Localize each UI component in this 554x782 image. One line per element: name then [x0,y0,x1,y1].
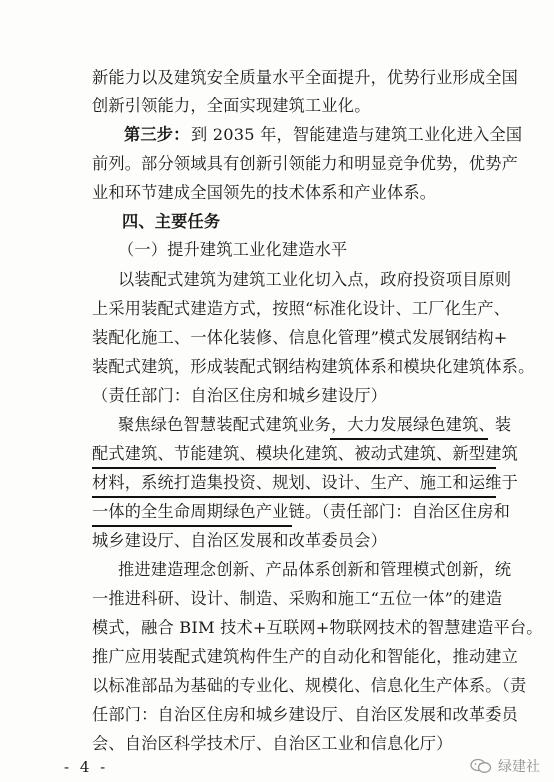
text-line: 以标准部品为基础的专业化、规模化、信息化生产体系。（责 [92,676,527,695]
text-line: 推广应用装配式建筑构件生产的自动化和智能化，推动建立 [92,647,519,666]
section-heading: 四、主要任务 [122,212,221,231]
text-line: 装配化施工、一体化装修、信息化管理”模式发展钢结构+ [92,328,508,347]
text-line: 创新引领能力，全面实现建筑工业化。 [92,96,371,115]
text-line: 会、自治区科学技术厅、自治区工业和信息化厅） [92,734,453,753]
underline-mark [92,467,496,469]
text-line: 城乡建设厅、自治区发展和改革委员会） [92,531,387,550]
text-line: 前列。部分领域具有创新引领能力和明显竞争优势，优势产 [92,154,519,173]
text-line: 第三步： 到 2035 年，智能建造与建筑工业化进入全国 [0,123,554,147]
watermark [470,756,540,776]
underline-mark [330,438,488,440]
text-line: 配式建筑、节能建筑、模块化建筑、被动式建筑、新型建筑 [92,444,519,463]
text-line: 以装配式建筑为建筑工业化切入点，政府投资项目原则 [118,270,512,289]
text-line: 装配式建筑，形成装配式钢结构建筑体系和模块化建筑体系。 [92,357,535,376]
text-line: 一推进科研、设计、制造、采购和施工“五位一体”的建造 [92,589,503,608]
page-number: - 4 - [64,758,109,776]
step-label: 第三步： [124,125,190,144]
underline-mark [92,496,496,498]
wechat-logo-icon [470,758,492,774]
text-line: （责任部门：自治区住房和城乡建设厅） [92,386,387,405]
text-line: 新能力以及建筑安全质量水平全面提升，优势行业形成全国 [92,68,519,87]
text-line: 任部门：自治区住房和城乡建设厅、自治区发展和改革委员 [92,705,519,724]
underline-mark [92,525,292,527]
text-line: 上采用装配式建造方式，按照“标准化设计、工厂化生产、 [92,299,511,318]
text-line: 材料，系统打造集投资、规划、设计、生产、施工和运维于 [92,473,519,492]
watermark-text: 绿建社 [498,759,540,775]
text-line: 一体的全生命周期绿色产业链。（责任部门：自治区住房和 [92,502,510,521]
text-line: 推进建造理念创新、产品体系创新和管理模式创新，统 [118,560,512,579]
subsection-heading: （一）提升建筑工业化建造水平 [118,240,348,259]
text-line: 业和环节建成全国领先的技术体系和产业体系。 [92,183,437,202]
text-line: 模式，融合 BIM 技术+互联网+物联网技术的智慧建造平台。 [92,618,543,637]
text-line: 聚焦绿色智慧装配式建筑业务，大力发展绿色建筑、装 [118,415,512,434]
